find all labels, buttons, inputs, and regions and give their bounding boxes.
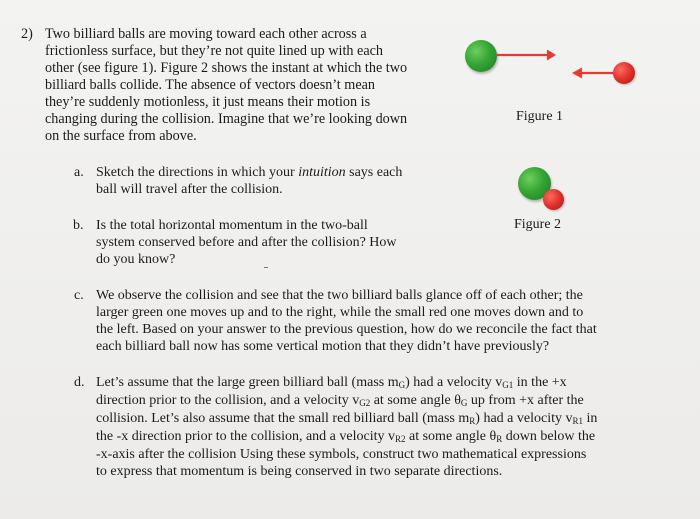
part-d-line: -x-axis after the collision Using these symbols, construct two mathematical expressions xyxy=(96,447,587,462)
part-b-line: system conserved before and after the collision? How xyxy=(96,235,397,250)
part-d-subscript: R xyxy=(496,434,503,444)
part-d-subscript: G2 xyxy=(359,398,371,408)
part-b-text xyxy=(96,217,397,268)
part-d-subscript: R2 xyxy=(394,434,406,444)
part-d-text-run: at some angle θ xyxy=(370,393,461,408)
figure1-label: Figure 1 xyxy=(516,109,564,124)
figure1-green-arrow-icon xyxy=(497,48,557,62)
part-d-subscript: R xyxy=(469,416,476,426)
part-d-text-run: in xyxy=(582,411,598,426)
part-d-line xyxy=(96,428,597,446)
part-d-line xyxy=(96,374,597,392)
intro-line: changing during the collision. Imagine that we’re looking down xyxy=(45,111,408,127)
part-d-text-run: direction prior to the collision, and a velocity v xyxy=(96,393,360,408)
intro-line: they’re suddenly motionless, it just means their motion is xyxy=(45,94,371,110)
question-number: 2) xyxy=(21,26,33,42)
part-d-subscript: R1 xyxy=(572,416,583,426)
intro-line: other (see figure 1). Figure 2 shows the instant at which the two xyxy=(45,60,408,76)
figure1-red-ball xyxy=(613,62,635,84)
intro-line: on the surface from above. xyxy=(45,128,197,144)
part-d-subscript: G xyxy=(398,380,406,390)
part-b-line: do you know? xyxy=(96,252,176,267)
part-d-letter: d. xyxy=(74,375,85,390)
part-d-subscript: G1 xyxy=(502,380,514,390)
part-c-line: the left. Based on your answer to the previous question, how do we reconcile the fact that xyxy=(96,322,597,337)
part-d-text-run: down below the xyxy=(502,429,596,444)
part-d-text-run: the -x direction prior to the collision, and a velocity v xyxy=(96,429,395,444)
part-d-line xyxy=(96,392,597,410)
part-d-text-run: ) had a velocity v xyxy=(475,411,573,426)
part-c-letter: c. xyxy=(74,288,84,303)
part-c-text xyxy=(96,287,597,355)
part-a-pre: Sketch the directions in which your xyxy=(96,165,299,180)
intro-line: Two billiard balls are moving toward each other across a xyxy=(45,26,367,42)
figure1-red-arrow-icon xyxy=(572,66,616,80)
part-c-line: We observe the collision and see that the two billiard balls glance off of each other; the xyxy=(96,288,583,303)
figure2-red-ball xyxy=(543,189,564,210)
part-d-line xyxy=(96,410,597,428)
part-a-letter: a. xyxy=(74,165,84,180)
part-d-text-run: in the +x xyxy=(513,375,567,390)
intro-line: billiard balls collide. The absence of vectors doesn’t mean xyxy=(45,77,376,93)
part-d-text xyxy=(96,374,597,480)
part-c-line: each billiard ball now has some vertical motion that they didn’t have previously? xyxy=(96,339,550,354)
part-a-post: says each xyxy=(345,165,403,180)
part-d-subscript: G xyxy=(460,398,468,408)
part-d-text-run: collision. Let’s also assume that the small red billiard ball (mass m xyxy=(96,411,470,426)
part-a-text xyxy=(96,164,402,198)
part-d-text-run: up from +x after the xyxy=(467,393,584,408)
figure2-label: Figure 2 xyxy=(514,217,562,232)
intro-line: frictionless surface, but they’re not quite lined up with each xyxy=(45,43,384,59)
part-d-text-run: Let’s assume that the large green billiard ball (mass m xyxy=(96,375,399,390)
part-a-line xyxy=(96,164,402,181)
stray-mark xyxy=(264,267,268,268)
part-b-letter: b. xyxy=(73,218,84,233)
part-d-text-run: ) had a velocity v xyxy=(405,375,503,390)
part-d-text-run: at some angle θ xyxy=(405,429,497,444)
part-c-line: larger green one moves up and to the right, while the small red one moves down and to xyxy=(96,305,584,320)
part-a-italic: intuition xyxy=(298,165,346,180)
figure1-green-ball xyxy=(465,40,497,72)
question-intro xyxy=(45,26,465,145)
part-d-line: to express that momentum is being conserved in two separate directions. xyxy=(96,464,503,479)
part-a-line: ball will travel after the collision. xyxy=(96,182,283,197)
part-b-line: Is the total horizontal momentum in the two-ball xyxy=(96,218,368,233)
